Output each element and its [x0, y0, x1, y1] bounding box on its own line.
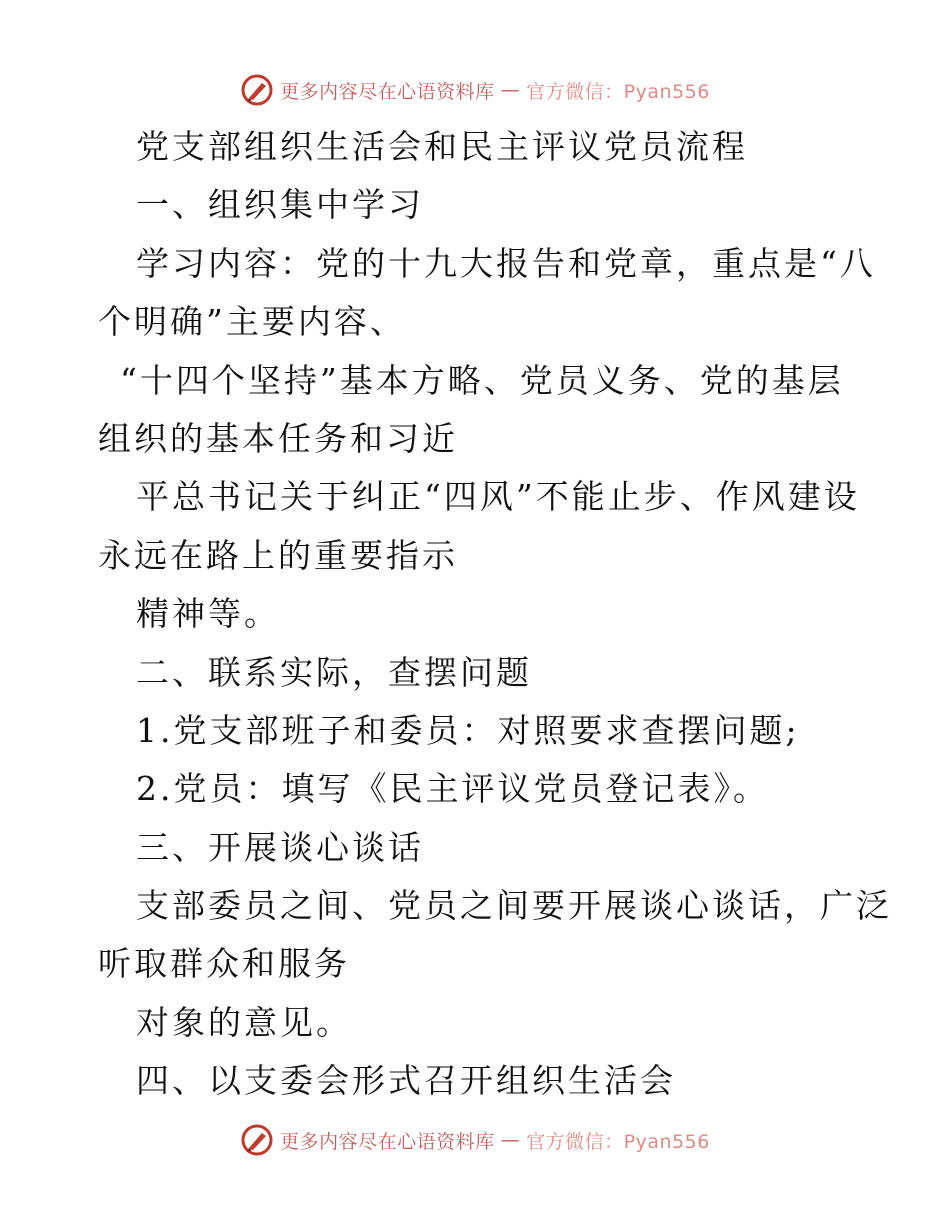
paragraph-line: 支部委员之间、党员之间要开展谈心谈话，广泛	[136, 886, 892, 926]
document-title: 党支部组织生活会和民主评议党员流程	[136, 127, 748, 166]
watermark-separator: —	[500, 79, 521, 101]
section-heading-1: 一、组织集中学习	[136, 185, 424, 225]
pen-logo-icon	[240, 73, 274, 107]
paragraph-line: “十四个坚持”基本方略、党员义务、党的基层	[120, 360, 844, 400]
watermark-wechat: 官方微信：Pyan556	[526, 80, 710, 103]
watermark-separator: —	[500, 1129, 521, 1151]
paragraph-line: 个明确”主要内容、	[98, 302, 406, 342]
paragraph-line: 组织的基本任务和习近	[98, 418, 458, 458]
pen-logo-icon	[240, 1123, 274, 1157]
header-watermark	[0, 70, 950, 110]
list-item: 1.党支部班子和委员：对照要求查摆问题;	[136, 710, 800, 750]
paragraph-line: 学习内容：党的十九大报告和党章，重点是“八	[136, 243, 876, 283]
section-heading-2: 二、联系实际，查摆问题	[136, 652, 532, 692]
document-body	[98, 118, 892, 1111]
paragraph-line: 平总书记关于纠正“四风”不能止步、作风建设	[136, 477, 860, 517]
paragraph-line: 对象的意见。	[136, 1002, 352, 1042]
paragraph-line: 精神等。	[136, 594, 280, 634]
watermark-brand: 更多内容尽在心语资料库	[280, 80, 495, 103]
list-item: 2.党员：填写《民主评议党员登记表》。	[136, 769, 769, 809]
watermark-brand: 更多内容尽在心语资料库	[280, 1130, 495, 1153]
watermark-wechat: 官方微信：Pyan556	[526, 1130, 710, 1153]
paragraph-line: 永远在路上的重要指示	[98, 535, 458, 575]
footer-watermark	[0, 1120, 950, 1160]
section-heading-4: 四、以支委会形式召开组织生活会	[136, 1061, 676, 1101]
paragraph-line: 听取群众和服务	[98, 944, 350, 984]
section-heading-3: 三、开展谈心谈话	[136, 827, 424, 867]
